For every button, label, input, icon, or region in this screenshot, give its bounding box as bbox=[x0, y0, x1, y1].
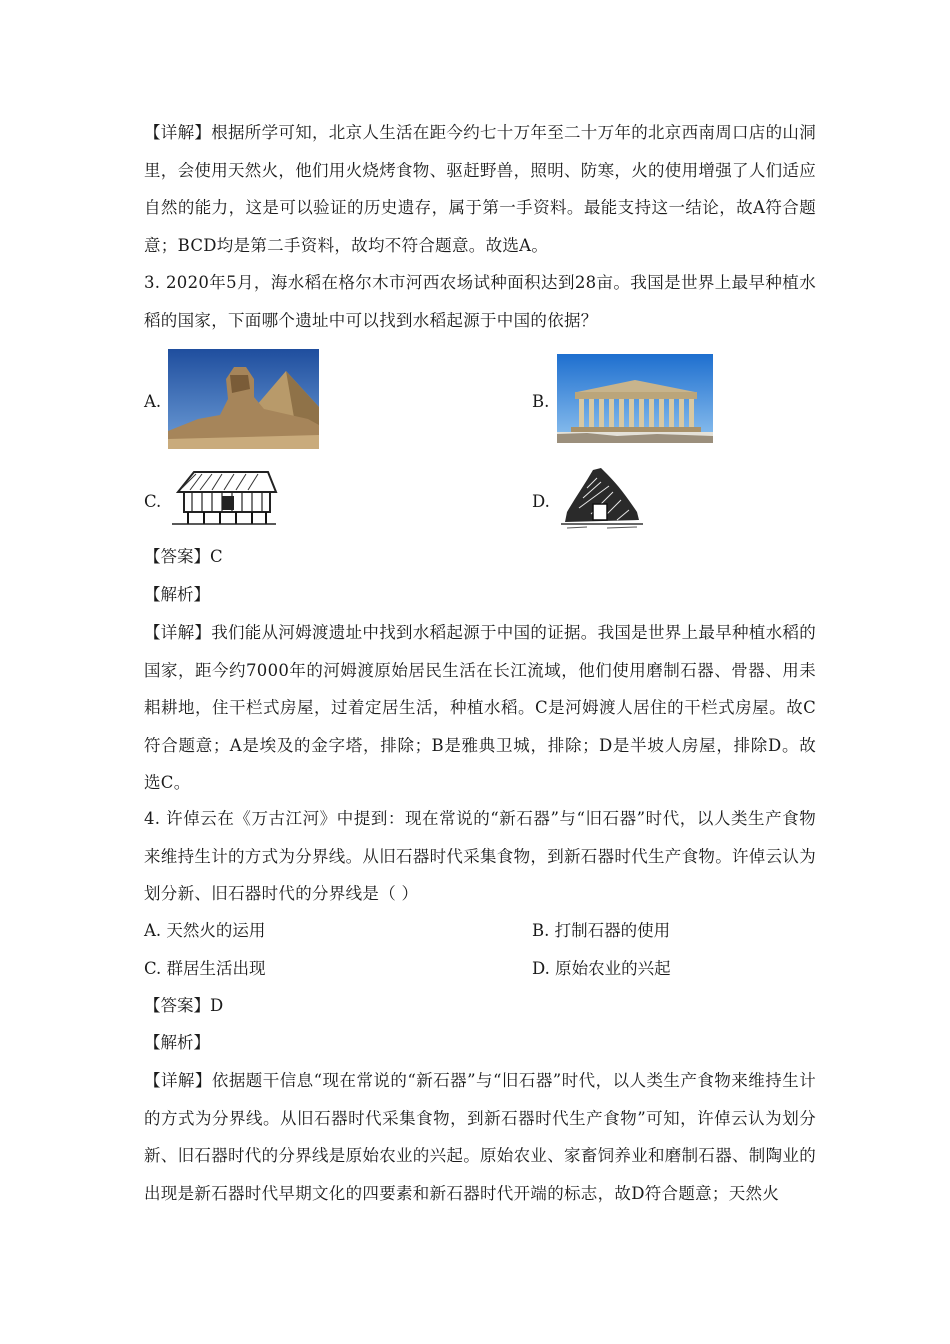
banpo-hut-image bbox=[557, 466, 645, 532]
q4-option-a: A. 天然火的运用 bbox=[144, 921, 266, 940]
parthenon-image bbox=[557, 354, 713, 443]
stilt-house-image bbox=[168, 466, 280, 528]
q3-answer: 【答案】C bbox=[144, 547, 223, 566]
q3-analysis-heading: 【解析】 bbox=[144, 585, 210, 604]
q3-stem: 3. 2020年5月，海水稻在格尔木市河西农场试种面积达到28亩。我国是世界上最早种植水稻的国家，下面哪个遗址中可以找到水稻起源于中国的依据？ bbox=[144, 273, 816, 330]
q2-detail: 【详解】根据所学可知，北京人生活在距今约七十万年至二十万年的北京西南周口店的山洞里，会使用天然火，他们用火烧烤食物、驱赶野兽，照明、防寒，火的使用增强了人们适应自然的能力，这是可以验证的历史遗存，属于第一手资料。最能支持这一结论，故A符合题意；BCD均是第二手资料，故均不符合题意。故选A。 bbox=[144, 123, 816, 255]
q4-option-d: D. 原始农业的兴起 bbox=[532, 959, 671, 978]
q4-answer: 【答案】D bbox=[144, 996, 224, 1015]
q4-analysis-heading: 【解析】 bbox=[144, 1033, 210, 1052]
q4-option-c: C. 群居生活出现 bbox=[144, 959, 266, 978]
q3-detail: 【详解】我们能从河姆渡遗址中找到水稻起源于中国的证据。我国是世界上最早种植水稻的国家，距今约7000年的河姆渡原始居民生活在长江流域，他们使用磨制石器、骨器、用耒耜耕地，住干栏式房屋，过着定居生活，种植水稻。C是河姆渡人居住的干栏式房屋。故C符合题意；A是埃及的金字塔，排除；B是雅典卫城，排除；D是半坡人房屋，排除D。故选C。 bbox=[144, 623, 816, 793]
q3-option-a-label: A. bbox=[144, 392, 162, 411]
q4-stem: 4. 许倬云在《万古江河》中提到：现在常说的“新石器”与“旧石器”时代，以人类生产食物来维持生计的方式为分界线。从旧石器时代采集食物，到新石器时代生产食物。许倬云认为划分新、旧石器时代的分界线是（ ） bbox=[144, 809, 816, 904]
q3-option-c-label: C. bbox=[144, 492, 162, 511]
q4-option-b: B. 打制石器的使用 bbox=[532, 921, 671, 940]
sphinx-image bbox=[168, 349, 319, 449]
q3-option-b-label: B. bbox=[532, 392, 550, 411]
q4-detail: 【详解】依据题干信息“现在常说的“新石器”与“旧石器”时代，以人类生产食物来维持生计的方式为分界线。从旧石器时代采集食物，到新石器时代生产食物”可知，许倬云认为划分新、旧石器时代的分界线是原始农业的兴起。原始农业、家畜饲养业和磨制石器、制陶业的出现是新石器时代早期文化的四要素和新石器时代开端的标志，故D符合题意；天然火 bbox=[144, 1071, 816, 1203]
q3-option-d-label: D. bbox=[532, 492, 550, 511]
